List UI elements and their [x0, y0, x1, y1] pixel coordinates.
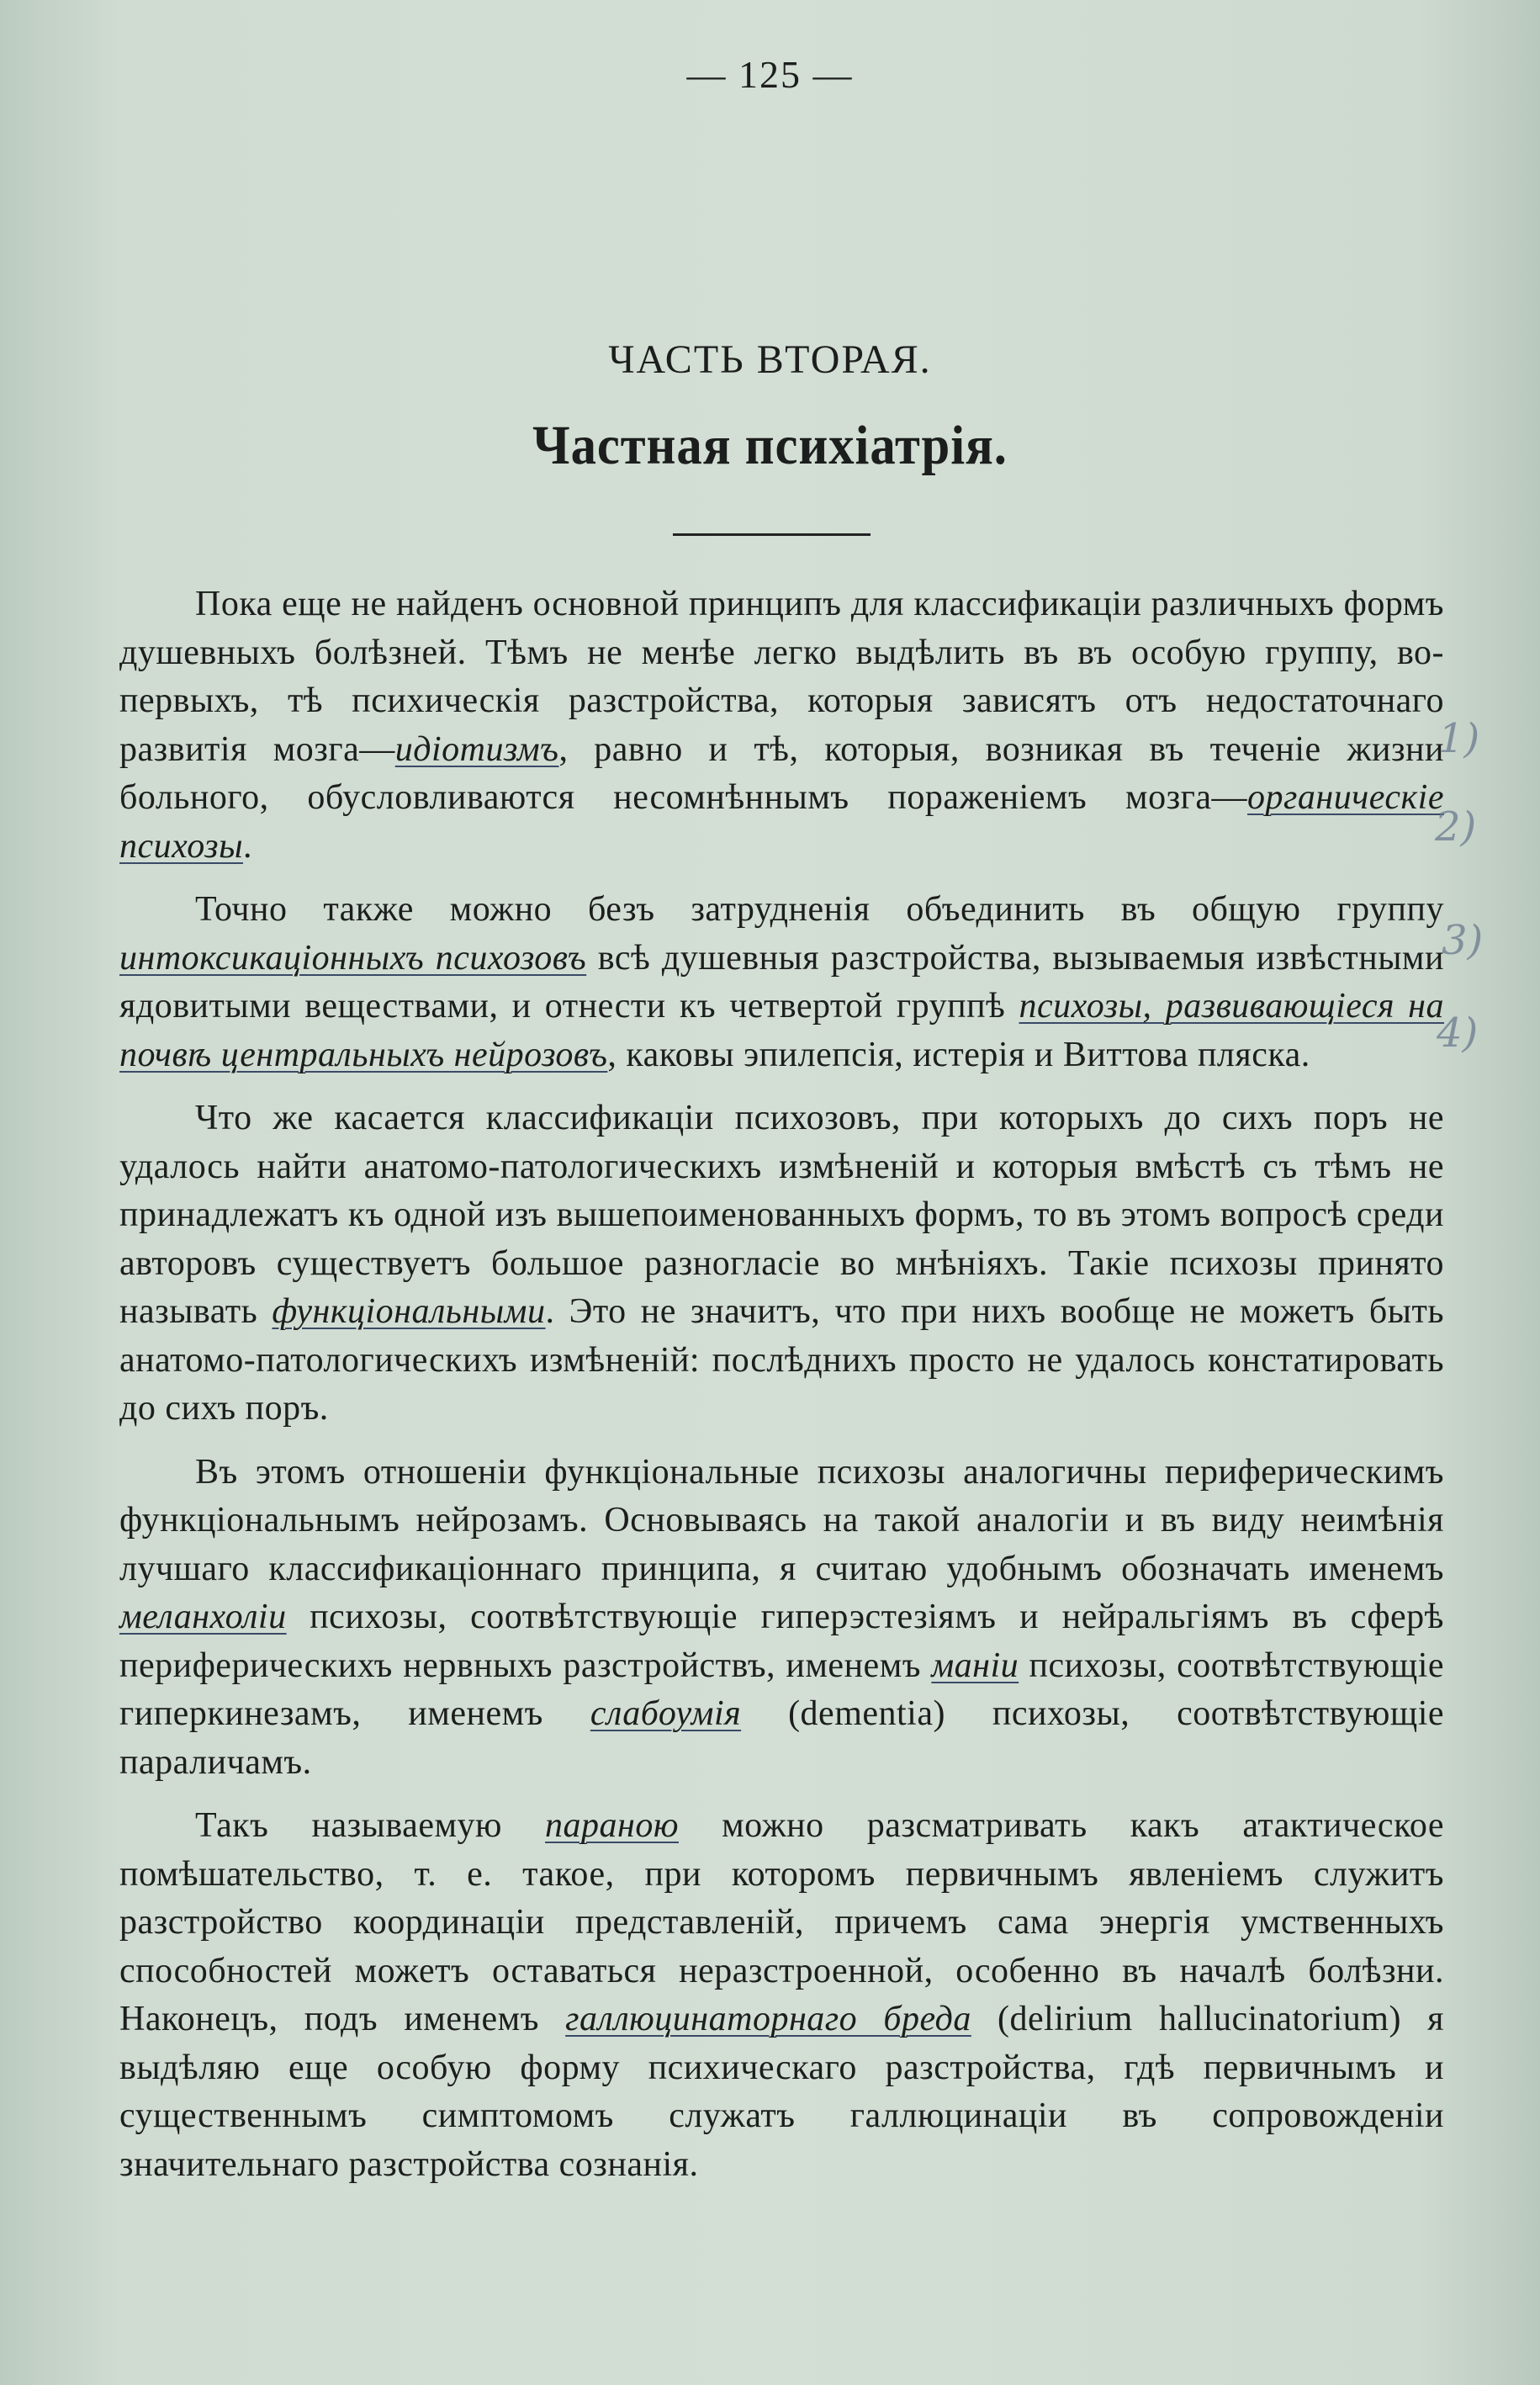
text-run: Въ этомъ отношенiи функцiональные психозы аналогичны периферическимъ функцiональнымъ нейрозамъ. Основываясь на такой аналогiи и въ виду неимѣнiя лучшаго классификацiоннаго принципа, я считаю удобнымъ обозначать именемъ — [119, 1452, 1444, 1588]
margin-annotations — [1430, 707, 1514, 1144]
emphasized-term: психозы, развивающiеся на почвѣ центральныхъ нейрозовъ — [119, 987, 1444, 1074]
text-run: , равно и тѣ, которыя, возникая въ теченiе жизни больного, обусловливаются несомнѣннымъ пораженiемъ мозга— — [119, 729, 1444, 817]
page-number: — 125 — — [686, 53, 854, 96]
chapter-title: Частная психiатрiя. — [532, 415, 1008, 476]
paragraph — [119, 1449, 1444, 1788]
text-run: Пока еще не найденъ основной принципъ для классификацiи различныхъ формъ душевныхъ болѣзней. Тѣмъ не менѣе легко выдѣлить въ въ особую группу, во-первыхъ, тѣ психическiя разстройства, которыя зависятъ отъ недостаточнаго развитiя мозга— — [119, 585, 1444, 769]
emphasized-term: манiи — [931, 1646, 1019, 1685]
emphasized-term: идiотизмъ — [394, 729, 559, 769]
body-text — [119, 580, 1444, 2204]
margin-note-1: 1) — [1438, 715, 1480, 762]
margin-note-4: 4) — [1437, 1010, 1479, 1057]
paragraph — [119, 886, 1444, 1079]
emphasized-term: функцiональными — [272, 1292, 546, 1331]
text-run: . — [243, 826, 253, 866]
paragraph — [119, 1802, 1444, 2189]
text-run: Такъ называемую — [195, 1806, 546, 1845]
emphasized-term: меланхолiи — [119, 1598, 287, 1636]
paragraph — [119, 1094, 1444, 1434]
margin-note-2: 2) — [1435, 803, 1477, 851]
text-run: всѣ душевныя разстройства, вызываемыя извѣстными ядовитыми веществами, и отнести къ четвертой группѣ — [119, 938, 1444, 1026]
part-title: ЧАСТЬ ВТОРАЯ. — [608, 337, 932, 382]
emphasized-term: галлюцинаторнаго бреда — [565, 2000, 971, 2038]
text-run: Что же касается классификацiи психозовъ, при которыхъ до сихъ поръ не удалось найти анатомо-патологическихъ измѣненiй и которыя вмѣстѣ съ тѣмъ не принадлежатъ къ одной изъ вышепоименованныхъ формъ, то въ этомъ вопросѣ среди авторовъ существуетъ большое разногласiе во мнѣнiяхъ. Такiе психозы принято называть — [119, 1099, 1444, 1331]
text-run: (delirium hallucinatorium) я выдѣляю еще особую форму психическаго разстройства, гдѣ первичнымъ и существеннымъ симптомомъ служатъ галлюцинацiи въ сопровожденiи значительнаго разстройства сознанiя. — [119, 2000, 1444, 2184]
title-divider — [673, 533, 871, 536]
text-run: психозы, соотвѣтствующiе гиперкинезамъ, именемъ — [119, 1646, 1445, 1733]
text-run: Точно также можно безъ затрудненiя объединить въ общую группу — [195, 890, 1444, 929]
text-run: (dementia) психозы, соотвѣтствующiе параличамъ. — [119, 1694, 1444, 1782]
emphasized-term: интоксикацiонныхъ психозовъ — [119, 938, 587, 978]
paragraph — [119, 580, 1444, 871]
emphasized-term: слабоумiя — [590, 1694, 742, 1733]
emphasized-term: органическiе психозы — [119, 778, 1444, 866]
margin-note-3: 3) — [1442, 917, 1484, 964]
emphasized-term: параною — [545, 1806, 679, 1845]
text-run: психозы, соотвѣтствующiе гиперэстезiямъ и нейральгiямъ въ сферѣ периферическихъ нервныхъ разстройствъ, именемъ — [119, 1598, 1444, 1685]
text-run: можно разсматривать какъ атактическое помѣшательство, т. е. такое, при которомъ первичнымъ явленiемъ служитъ разстройство координацiи представленiй, причемъ сама энергiя умственныхъ способностей можетъ оставаться неразстроенной, особенно въ началѣ болѣзни. Наконецъ, подъ именемъ — [119, 1806, 1444, 2038]
text-run: , каковы эпилепсiя, истерiя и Виттова пляска. — [607, 1035, 1310, 1074]
text-run: . Это не значитъ, что при нихъ вообще не можетъ быть анатомо-патологическихъ измѣненiй: послѣднихъ просто не удалось констатировать до сихъ поръ. — [119, 1292, 1444, 1428]
